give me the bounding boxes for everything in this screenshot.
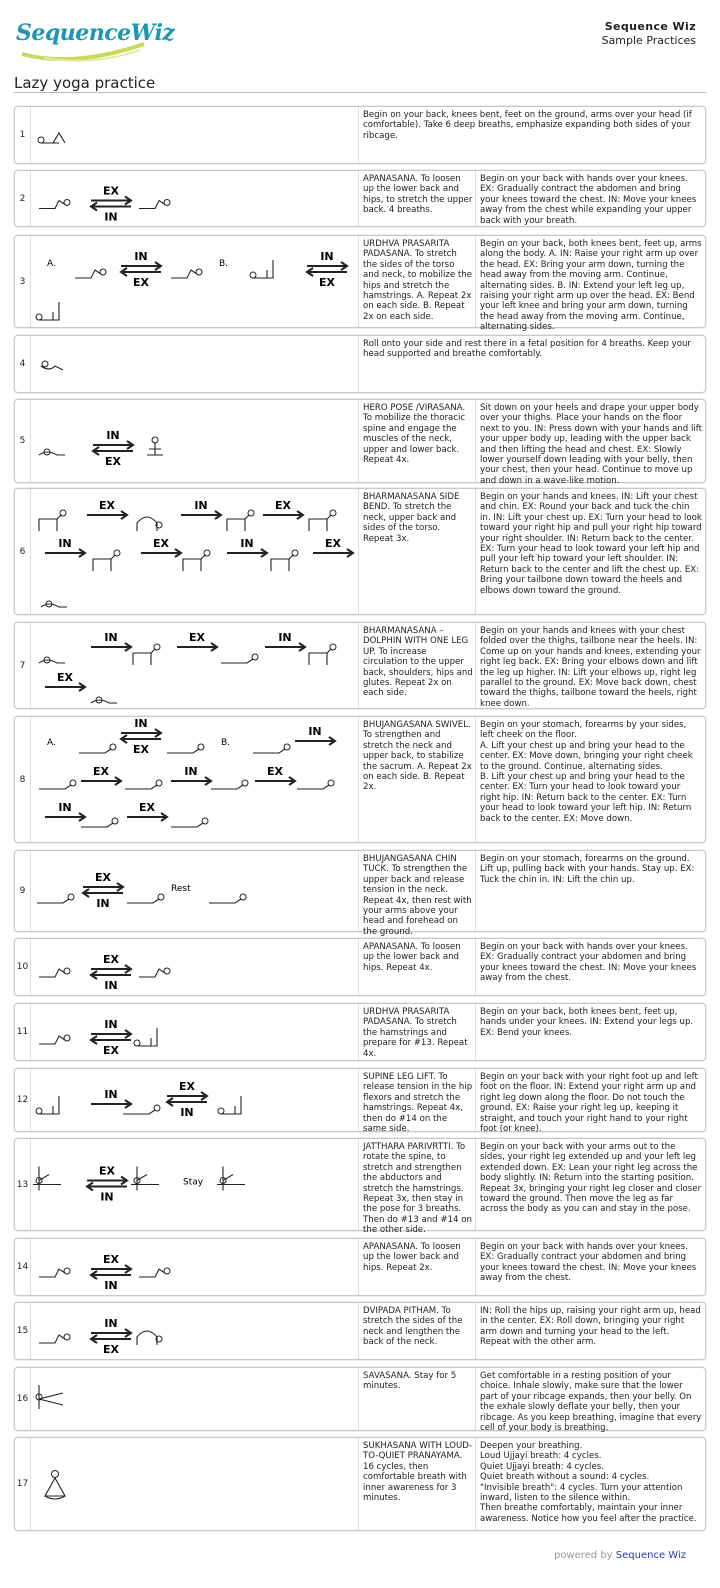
arrow-right-icon bbox=[265, 643, 305, 651]
arrow-right-icon bbox=[313, 549, 353, 557]
breath-label: EX bbox=[325, 537, 341, 550]
step-number: 9 bbox=[15, 851, 31, 931]
label-b: B. bbox=[219, 259, 229, 269]
stick-figure-sequence-icon bbox=[31, 236, 359, 327]
pose-name: BHUJANGASANA SWIVEL. To strengthen and stretch the neck and upper back, to stabilize the sacrum. A. Repeat 2x on each side. B. Repeat 2x. bbox=[360, 717, 476, 842]
arrow-right-icon bbox=[227, 549, 267, 557]
breath-label: IN bbox=[58, 801, 72, 814]
breath-label: IN bbox=[104, 1279, 118, 1292]
step-number: 1 bbox=[15, 107, 31, 163]
step-pictogram bbox=[31, 236, 359, 327]
breath-label: EX bbox=[267, 765, 283, 778]
sequence-step bbox=[14, 938, 706, 996]
breath-label: EX bbox=[153, 537, 169, 550]
logo-text: SequenceWiz bbox=[16, 20, 175, 46]
step-number: 16 bbox=[15, 1368, 31, 1430]
pose-instructions: Begin on your back with your right foot up and left foot on the floor. IN: Extend your right arm up and right leg down along the floor. Do not touch the ground. EX: Raise your right leg up, keeping it straight, and touch your right hand to your right foot (or knee). bbox=[480, 1072, 698, 1135]
arrow-right-icon bbox=[181, 511, 221, 519]
arrow-right-icon bbox=[127, 813, 167, 821]
step-pictogram bbox=[31, 1004, 359, 1060]
breath-label: IN bbox=[134, 717, 148, 730]
breath-label: IN bbox=[308, 725, 322, 738]
sequence-step bbox=[14, 335, 706, 393]
step-pictogram bbox=[31, 171, 359, 226]
stick-figure-sequence-icon bbox=[31, 400, 359, 482]
footer-link[interactable]: Sequence Wiz bbox=[615, 1550, 686, 1561]
pose-instructions: Begin on your back with hands over your knees. EX: Gradually contract your abdomen and bring your knees toward the chest. IN: Move your knees away from the chest. bbox=[480, 942, 697, 984]
pose-instructions: Roll onto your side and rest there in a fetal position for 4 breaths. Keep your head supported and breathe comfortably. bbox=[363, 339, 691, 360]
pose-instructions: Begin on your back, knees bent, feet on the ground, arms over your head (if comfortable). Take 6 deep breaths, emphasize expanding both sides of your ribcage. bbox=[363, 110, 692, 141]
breath-label: EX bbox=[57, 671, 73, 684]
breath-label: EX bbox=[275, 499, 291, 512]
step-number: 7 bbox=[15, 623, 31, 708]
pose-name: URDHVA PRASARITA PADASANA. To stretch the hamstrings and prepare for #13. Repeat 4x. bbox=[360, 1004, 476, 1060]
brand-title: Sequence Wiz bbox=[604, 20, 696, 33]
sequence-step bbox=[14, 622, 706, 709]
pose-instructions: IN: Roll the hips up, raising your right arm up, head in the center. EX: Roll down, bringing your right arm down and turning your head to the left. Repeat with the other arm. bbox=[480, 1306, 701, 1348]
pose-instructions: Begin on your hands and knees with your chest folded over the thighs, tailbone near the heels. IN: Come up on your hands and knees, extending your right leg back. EX: Bring your elbows down and lift the leg up higher. IN: Lift your elbows up, right leg parallel to the ground. EX: Move back down, chest toward the thighs, tailbone toward the heels, right knee down. bbox=[480, 626, 701, 709]
arrow-right-icon bbox=[171, 777, 211, 785]
breath-label: IN bbox=[104, 1317, 118, 1330]
step-number: 17 bbox=[15, 1438, 31, 1530]
breath-label: IN bbox=[58, 537, 72, 550]
label-a: A. bbox=[47, 738, 56, 748]
sequence-step bbox=[14, 1302, 706, 1360]
sequence-step bbox=[14, 1138, 706, 1236]
arrow-right-icon bbox=[81, 777, 121, 785]
breath-label: IN bbox=[134, 250, 148, 263]
breath-label: EX bbox=[133, 743, 149, 756]
stick-figure-sequence-icon bbox=[31, 1139, 359, 1230]
breath-label: EX bbox=[99, 1164, 115, 1178]
breath-label: IN bbox=[320, 250, 334, 263]
step-pictogram bbox=[31, 1438, 359, 1530]
pose-instructions: Begin on your stomach, forearms on the ground. Lift up, pulling back with your hands. Stay up. EX: Tuck the chin in. IN: Lift the chin up. bbox=[480, 854, 695, 885]
stick-figure-sequence-icon bbox=[31, 717, 359, 842]
step-number: 6 bbox=[15, 489, 31, 614]
stick-figure-sequence-icon bbox=[31, 1368, 359, 1430]
pose-instructions: Begin on your stomach, forearms by your sides, left cheek on the floor. A. Lift your chest up and bring your head to the center. EX: Move down, bringing your right cheek to the ground. Continue, alternating sides. B. Lift your chest up and bring your head to the center. EX: Turn your head to look toward your right hip. IN: Return back to the center. EX: Turn your head to look toward your left hip. IN: Return back to the center. EX: Move down. bbox=[480, 720, 693, 824]
sequence-step bbox=[14, 106, 706, 164]
step-pictogram bbox=[31, 336, 359, 392]
stick-figure-sequence-icon bbox=[31, 1239, 359, 1295]
pose-name: URDHVA PRASARITA PADASANA. To stretch the sides of the torso and neck, to mobilize the hips and stretch the hamstrings. A. Repeat 2x on each side. B. Repeat 2x on each side. bbox=[360, 236, 476, 327]
arrow-right-icon bbox=[45, 813, 85, 821]
breath-label: EX bbox=[103, 1253, 119, 1266]
sequence-step bbox=[14, 716, 706, 843]
footer bbox=[554, 1550, 686, 1561]
step-pictogram bbox=[31, 1069, 359, 1131]
pose-name: DVIPADA PITHAM. To stretch the sides of the neck and lengthen the back of the neck. bbox=[360, 1303, 476, 1359]
breath-label: IN bbox=[184, 765, 198, 778]
step-pictogram bbox=[31, 851, 359, 931]
pose-instructions: Deepen your breathing. Loud Ujjayi breath: 4 cycles. Quiet Ujjayi breath: 4 cycles. Quiet breath without a sound: 4 cycles. "Invisible breath": 4 cycles. Turn your attention inward, listen to the silence within. Then breathe comfortably, maintain your inner awareness. Notice how you feel after the practice. bbox=[480, 1441, 697, 1524]
step-number: 5 bbox=[15, 400, 31, 482]
sequence-step bbox=[14, 399, 706, 486]
pose-name: SUPINE LEG LIFT. To release tension in the hip flexors and stretch the hamstrings. Repeat 4x, then do #14 on the same side. bbox=[360, 1069, 476, 1131]
pose-name: SUKHASANA WITH LOUD-TO-QUIET PRANAYAMA. 16 cycles, then comfortable breath with inner awareness for 3 minutes. bbox=[360, 1438, 476, 1530]
step-pictogram bbox=[31, 1303, 359, 1359]
sequence-step bbox=[14, 1367, 706, 1434]
arrow-right-icon bbox=[91, 1100, 131, 1108]
breath-label: EX bbox=[133, 276, 149, 289]
stick-figure-sequence-icon bbox=[31, 1004, 359, 1060]
sequence-step bbox=[14, 1068, 706, 1135]
stick-figure-sequence-icon bbox=[31, 489, 359, 614]
breath-label: EX bbox=[103, 953, 119, 966]
pose-name: HERO POSE /VIRASANA. To mobilize the thoracic spine and engage the muscles of the neck, upper and lower back. Repeat 4x. bbox=[360, 400, 476, 482]
breath-label: EX bbox=[95, 871, 111, 884]
label-a: A. bbox=[47, 259, 56, 269]
page-header bbox=[0, 0, 720, 80]
title-divider bbox=[14, 92, 706, 93]
step-pictogram bbox=[31, 1139, 359, 1230]
pose-instructions: Begin on your back, both knees bent, feet up, arms along the body. A. IN: Raise your right arm up over the head. EX: Bring your arm down, turning the head away from the moving arm. Continue, alternating sides. B. IN: Extend your left leg up, raising your right arm up over the head. EX: Bend your left knee and bring your arm down, turning the head away from the moving arm. Continue, alternating sides. bbox=[480, 239, 702, 333]
sequence-step bbox=[14, 1238, 706, 1296]
pose-name: SAVASANA. Stay for 5 minutes. bbox=[360, 1368, 476, 1430]
breath-label: EX bbox=[139, 801, 155, 814]
step-number: 15 bbox=[15, 1303, 31, 1359]
breath-label: IN bbox=[240, 537, 254, 550]
stick-figure-sequence-icon bbox=[31, 1438, 359, 1530]
pose-name: JATTHARA PARIVRTTI. To rotate the spine, to stretch and strengthen the abductors and stretch the hamstrings. Repeat 3x, then stay in the pose for 3 breaths. Then do #13 and #14 on the other side. bbox=[360, 1139, 476, 1230]
breath-label: IN bbox=[104, 979, 118, 992]
pose-instructions: Get comfortable in a resting position of your choice. Inhale slowly, make sure that the lower part of your ribcage expands, then your belly. On the exhale slowly deflate your belly, then your ribcage. As you keep breathing, imagine that every cell of your body is breathing. bbox=[480, 1371, 702, 1434]
arrow-right-icon bbox=[45, 683, 85, 691]
pose-instructions: Begin on your back, both knees bent, feet up, hands under your knees. IN: Extend your legs up. EX: Bend your knees. bbox=[480, 1007, 694, 1038]
brand-subtitle: Sample Practices bbox=[601, 34, 696, 47]
pose-name: BHARMANASANA – DOLPHIN WITH ONE LEG UP. To increase circulation to the upper back, shoulders, hips and glutes. Repeat 2x on each side. bbox=[360, 623, 476, 708]
brand-block bbox=[602, 20, 696, 47]
stick-figure-sequence-icon bbox=[31, 171, 359, 226]
pose-instructions: Begin on your hands and knees. IN: Lift your chest and chin. EX: Round your back and tuck the chin in. IN: Lift your chest up. EX: Turn your head to look toward your right hip and pull your right hip toward your right shoulder. IN: Return back to the center. EX: Turn your head to look toward your left hip and pull your left hip toward your left shoulder. IN: Return back to the center and lift the chest up. EX: Bring your tailbone down toward the heels and elbows down toward the ground. bbox=[480, 492, 702, 596]
sequence-step bbox=[14, 170, 706, 227]
pose-instructions: Begin on your back with hands over your knees. EX: Gradually contract your abdomen and bring your knees toward the chest. IN: Move your knees away from the chest. bbox=[480, 1242, 697, 1284]
step-pictogram bbox=[31, 623, 359, 708]
breath-label: EX bbox=[319, 276, 335, 289]
sequence-step bbox=[14, 235, 706, 333]
breath-label: IN bbox=[104, 631, 118, 644]
arrow-right-icon bbox=[263, 511, 303, 519]
arrow-right-icon bbox=[177, 643, 217, 651]
stick-figure-sequence-icon bbox=[31, 107, 359, 163]
breath-label: EX bbox=[189, 631, 205, 644]
stick-figure-sequence-icon bbox=[31, 336, 359, 392]
sequence-step bbox=[14, 1437, 706, 1531]
sequencewiz-logo[interactable] bbox=[14, 16, 175, 66]
stick-figure-sequence-icon bbox=[31, 1303, 359, 1359]
stick-figure-sequence-icon bbox=[31, 623, 359, 708]
step-number: 2 bbox=[15, 171, 31, 226]
pose-name: APANASANA. To loosen up the lower back and hips. Repeat 4x. bbox=[360, 939, 476, 995]
sequence-step bbox=[14, 488, 706, 615]
page-title: Lazy yoga practice bbox=[14, 74, 156, 92]
breath-label: IN bbox=[100, 1190, 114, 1204]
breath-label: EX bbox=[179, 1080, 195, 1093]
breath-label: EX bbox=[103, 1343, 119, 1356]
step-number: 4 bbox=[15, 336, 31, 392]
arrow-right-icon bbox=[141, 549, 181, 557]
arrow-right-icon bbox=[295, 737, 335, 745]
stick-figure-sequence-icon bbox=[31, 851, 359, 931]
breath-label: EX bbox=[99, 499, 115, 512]
label-b: B. bbox=[221, 738, 231, 748]
stick-figure-sequence-icon bbox=[31, 939, 359, 995]
step-pictogram bbox=[31, 400, 359, 482]
step-number: 14 bbox=[15, 1239, 31, 1295]
arrow-right-icon bbox=[91, 643, 131, 651]
breath-label: IN bbox=[180, 1106, 194, 1119]
pose-name: BHUJANGASANA CHIN TUCK. To strengthen the upper back and release tension in the neck. Repeat 4x, then rest with your arms above your head and forehead on the ground. bbox=[360, 851, 476, 931]
breath-label: IN bbox=[278, 631, 292, 644]
step-pictogram bbox=[31, 107, 359, 163]
arrow-right-icon bbox=[255, 777, 295, 785]
step-number: 8 bbox=[15, 717, 31, 842]
sequence-step bbox=[14, 850, 706, 937]
step-pictogram bbox=[31, 1368, 359, 1430]
breath-label: EX bbox=[93, 765, 109, 778]
footer-prefix: powered by bbox=[553, 1550, 613, 1561]
breath-label: EX bbox=[103, 1044, 119, 1057]
step-pictogram bbox=[31, 489, 359, 614]
arrow-right-icon bbox=[45, 549, 85, 557]
pose-instructions: Begin on your back with hands over your knees. EX: Gradually contract the abdomen and bring your knees toward the chest. IN: Move your knees away from the chest while expanding your upper back with your breath. bbox=[480, 174, 697, 226]
label-rest: Rest bbox=[171, 884, 191, 894]
step-number: 11 bbox=[15, 1004, 31, 1060]
pose-name: APANASANA. To loosen up the lower back and hips, to stretch the upper back. 4 breaths. bbox=[360, 171, 476, 226]
breath-label: EX bbox=[105, 455, 121, 468]
step-number: 13 bbox=[15, 1139, 31, 1230]
breath-label: IN bbox=[104, 1018, 118, 1031]
breath-label: IN bbox=[104, 1088, 118, 1101]
label-stay: Stay bbox=[183, 1177, 204, 1188]
sequence-step bbox=[14, 1003, 706, 1061]
pose-name: BHARMANASANA SIDE BEND. To stretch the neck, upper back and sides of the torso. Repeat 3x. bbox=[360, 489, 476, 614]
pose-instructions: Begin on your back with your arms out to the sides, your right leg extended up and your left leg extended down. EX: Lean your right leg across the body slightly. IN: Return into the starting position. Repeat 3x, bringing your right leg closer and closer toward the ground. Then move the leg as far across the body as you can and stay in the pose. bbox=[480, 1142, 702, 1215]
breath-label: EX bbox=[103, 184, 119, 198]
step-number: 3 bbox=[15, 236, 31, 327]
step-pictogram bbox=[31, 1239, 359, 1295]
breath-label: IN bbox=[96, 897, 110, 910]
breath-label: IN bbox=[104, 210, 118, 224]
step-number: 10 bbox=[15, 939, 31, 995]
pose-instructions: Sit down on your heels and drape your upper body over your thighs. Place your hands on the floor next to you. IN: Press down with your hands and lift your upper body up, leading with the upper back and then lifting the head and chest. EX: Slowly lower yourself down leading with your belly, then your chest, then your head. Continue to move up and down in a wave-like motion. bbox=[480, 403, 703, 486]
breath-label: IN bbox=[106, 429, 120, 442]
breath-label: IN bbox=[194, 499, 208, 512]
pose-name: APANASANA. To loosen up the lower back and hips. Repeat 2x. bbox=[360, 1239, 476, 1295]
step-number: 12 bbox=[15, 1069, 31, 1131]
step-pictogram bbox=[31, 939, 359, 995]
arrow-right-icon bbox=[87, 511, 127, 519]
stick-figure-sequence-icon bbox=[31, 1069, 359, 1131]
step-pictogram bbox=[31, 717, 359, 842]
